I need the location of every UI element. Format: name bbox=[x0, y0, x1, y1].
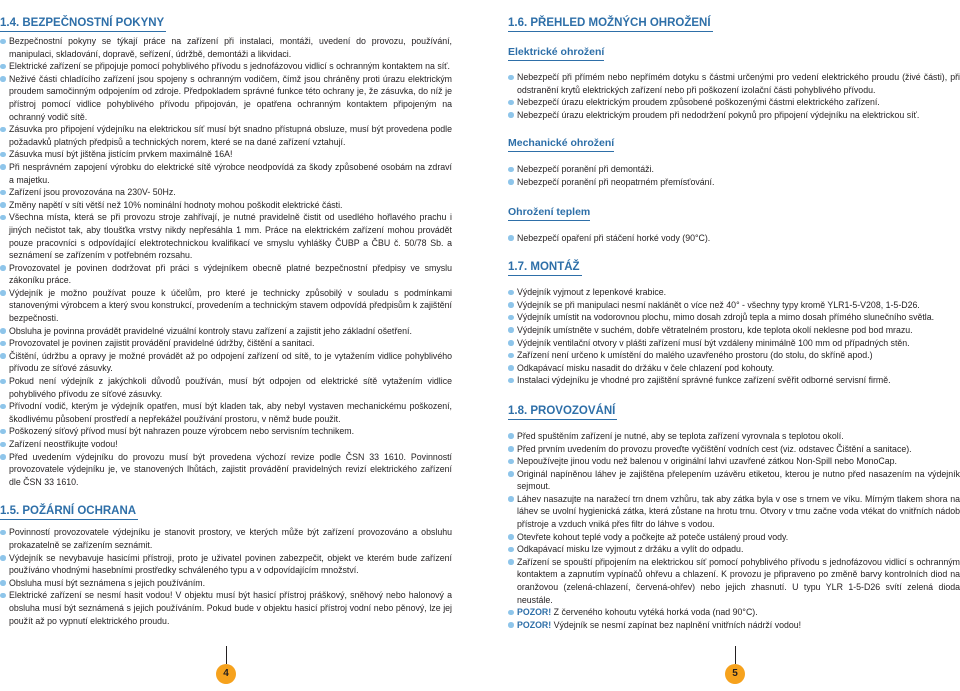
warning-text: Výdejník se nesmí zapínat bez naplnění vnitřních nádrží vodou! bbox=[551, 619, 802, 630]
list-item: Odkapávací misku lze vyjmout z držáku a vylít do odpadu. bbox=[508, 543, 960, 556]
safety-list bbox=[0, 35, 452, 488]
list-item: Instalaci výdejníku je vhodné pro zajištění správné funkce zařízení svěřit odborné servisní firmě. bbox=[508, 374, 960, 387]
list-item: Výdejník ventilační otvory v plášti zařízení musí být vzdáleny minimálně 100 mm od případných stěn. bbox=[508, 337, 960, 350]
section-title-safety: 1.4. BEZPEČNOSTNÍ POKYNY bbox=[0, 16, 166, 32]
warning-label: POZOR! bbox=[517, 607, 552, 618]
list-item: Před spuštěním zařízení je nutné, aby se teplota zařízení vyrovnala s teplotou okolí. bbox=[508, 430, 960, 443]
list-item: Nebezpečí poranění při demontáži. bbox=[508, 163, 960, 176]
section-title-hazards: 1.6. PŘEHLED MOŽNÝCH OHROŽENÍ bbox=[508, 16, 713, 32]
list-item: Nebezpečí úrazu elektrickým proudem způsobené poškozenými částmi elektrického zařízení. bbox=[508, 96, 960, 109]
list-item: Elektrické zařízení se připojuje pomocí pohyblivého přívodu s jednofázovou vidlicí s ochranným kontaktem na síť. bbox=[0, 60, 452, 73]
subtitle-heat: Ohrožení teplem bbox=[508, 206, 590, 221]
list-item: Výdejník vyjmout z lepenkové krabice. bbox=[508, 286, 960, 299]
list-item: Při nesprávném zapojení výrobku do elektrické sítě výrobce neodpovídá za škody způsobené osobám na zdraví a majetku. bbox=[0, 161, 452, 186]
list-item: Nebezpečí opaření při stáčení horké vody (90°C). bbox=[508, 232, 960, 245]
list-item: Odkapávací misku nasadit do držáku v čele chlazení pod kohouty. bbox=[508, 362, 960, 375]
list-item: Obsluha je povinna provádět pravidelné vizuální kontroly stavu zařízení a zajistit jeho základní ošetření. bbox=[0, 325, 452, 338]
list-item: Provozovatel je povinen dodržovat při práci s výdejníkem obecně platné bezpečnostní předpisy ve smyslu zákoníku práce. bbox=[0, 262, 452, 287]
list-item: Provozovatel je povinen zajistit provádění pravidelné údržby, čištění a sanitaci. bbox=[0, 337, 452, 350]
list-item: Všechna místa, která se při provozu stroje zahřívají, je nutné pravidelně čistit od usedlého hořlavého prachu i jiných nečistot tak, aby tloušťka vrstvy nikdy nepřesáhla 1 mm. Práce na elektrickém zařízení mohou provádět pouze pracovníci s odpovídající elektrotechnickou kvalifikací ve smyslu vyhlášky ČUBP a ČBU č. 50/78 Sb. a seznámení se zařízením v potřebném rozsahu. bbox=[0, 211, 452, 261]
list-item: Zařízení není určeno k umístění do malého uzavřeného prostoru (do stolu, do skříně apod.) bbox=[508, 349, 960, 362]
mechanical-list bbox=[508, 163, 960, 188]
list-item: Nebezpečí úrazu elektrickým proudem při nedodržení pokynů pro připojení výdejníku na elektrickou síť. bbox=[508, 109, 960, 122]
section-title-mounting: 1.7. MONTÁŽ bbox=[508, 260, 582, 276]
subtitle-electrical: Elektrické ohrožení bbox=[508, 46, 604, 61]
list-item: Zásuvka musí být jištěna jistícím prvkem maximálně 16A! bbox=[0, 148, 452, 161]
list-item: Zařízení se spouští připojením na elektrickou síť pomocí pohyblivého přívodu s jednofázovou vidlicí s ochranným kontaktem a zapnutím vypínačů ohřevu a chlazení. K provozu je připraveno po změně barvy kontrolních diod na oranžovou (zelená-chlazení, červená-ohřev) nebo jejich zhasnutí. U typu YLR 1-5-D26 svítí zelená dioda neustále. bbox=[508, 556, 960, 606]
list-item: Obsluha musí být seznámena s jejich používáním. bbox=[0, 577, 452, 590]
list-item: Poškozený síťový přívod musí být nahrazen pouze výrobcem nebo servisním technikem. bbox=[0, 425, 452, 438]
warning-label: POZOR! bbox=[517, 619, 552, 630]
warnings-list bbox=[508, 606, 960, 631]
list-item: Pokud není výdejník z jakýchkoli důvodů používán, musí být odpojen od elektrické sítě vytažením vidlice pohyblivého přívodu ze síťové zásuvky. bbox=[0, 375, 452, 400]
list-item: Před uvedením výdejníku do provozu musí být provedena výchozí revize podle ČSN 33 1610. Povinností provozovatele výdejníku je, ve stanovených lhůtách, zajistit provádění pravidelných revizí elektrického zařízení dle ČSN 33 1610. bbox=[0, 451, 452, 489]
left-column bbox=[0, 0, 452, 627]
list-item: Bezpečnostní pokyny se týkají práce na zařízení při instalaci, montáži, uvedení do provozu, používání, manipulaci, skladování, dopravě, seřízení, údržbě, demontáži a likvidaci. bbox=[0, 35, 452, 60]
page-number-left: 4 bbox=[216, 664, 236, 684]
list-item: Nebezpečí při přímém nebo nepřímém dotyku s částmi určenými pro vedení elektrického proudu (živé části), při odstranění krytů elektrických zařízení nebo při poškození izolační části pohyblivého přívodu. bbox=[508, 71, 960, 96]
section-title-fire: 1.5. POŽÁRNÍ OCHRANA bbox=[0, 504, 138, 520]
list-item: Neživé části chladícího zařízení jsou spojeny s ochranným vodičem, čímž jsou chráněny proti úrazu elektrickým proudem samočinným odpojením od zdroje. Předpokladem správné funkce této ochrany je, že zásuvka, do níž je přístroj pomocí vidlice pohyblivého přívodu připojován, je opatřena ochranným kontaktem připojeným na ochranný vodič sítě. bbox=[0, 73, 452, 123]
list-item: Zařízení jsou provozována na 230V- 50Hz. bbox=[0, 186, 452, 199]
list-item: Nepoužívejte jinou vodu než balenou v originální lahvi uzavřené zátkou Non-Spill nebo MonoCap. bbox=[508, 455, 960, 468]
list-item: Čištění, údržbu a opravy je možné provádět až po odpojení zařízení od sítě, to je vytažením vidlice pohyblivého přívodu ze síťové zásuvky. bbox=[0, 350, 452, 375]
list-item: Výdejník je možno používat pouze k účelům, pro které je technicky způsobilý v souladu s podmínkami stanovenými výrobcem a který svou konstrukcí, provedením a technickým stavem odpovídá předpisům k zajištění bezpečnosti. bbox=[0, 287, 452, 325]
list-item: Výdejník se při manipulaci nesmí naklánět o více než 40° - všechny typy kromě YLR1-5-V208, 1-5-D26. bbox=[508, 299, 960, 312]
warning-text: Z červeného kohoutu vytéká horká voda (nad 90°C). bbox=[551, 607, 758, 618]
list-item: Změny napětí v síti větší než 10% nominální hodnoty mohou poškodit elektrické části. bbox=[0, 199, 452, 212]
warning-hot-water bbox=[508, 606, 960, 619]
list-item: Nebezpečí poranění při neopatrném přemísťování. bbox=[508, 176, 960, 189]
operation-list bbox=[508, 430, 960, 606]
list-item: Výdejník se nevybavuje hasicími přístroji, proto je uživatel povinen zabezpečit, objekt ve kterém bude zařízení používáno vhodnými hasebními prostředky schváleného typu a v odpovídajícím množství. bbox=[0, 552, 452, 577]
list-item: Zařízení neostřikujte vodou! bbox=[0, 438, 452, 451]
list-item: Povinností provozovatele výdejníku je stanovit prostory, ve kterých může být zařízení provozováno a obsluhu prokazatelně se zařízením seznámit. bbox=[0, 526, 452, 551]
list-item: Zásuvka pro připojení výdejníku na elektrickou síť musí být snadno přístupná obsluze, musí být provedena podle požadavků platných předpisů a technických norem, které se na dané zařízení vztahují. bbox=[0, 123, 452, 148]
warning-empty-tanks bbox=[508, 619, 960, 632]
subtitle-mechanical: Mechanické ohrožení bbox=[508, 137, 614, 152]
list-item: Elektrické zařízení se nesmí hasit vodou! V objektu musí být hasicí přístroj práškový, sněhový nebo halonový a obsluha musí být seznámená s jejich používáním. Pokud bude v objektu hasicí přístroj vodní nebo pěnový, lze jej použít až po vypnutí elektrického proudu. bbox=[0, 589, 452, 627]
page-number-right: 5 bbox=[725, 664, 745, 684]
section-title-operation: 1.8. PROVOZOVÁNÍ bbox=[508, 404, 617, 420]
list-item: Originál napíněnou láhev je zajištěna přelepením uzávěru etiketou, kterou je nutno před nasazením na výdejník sejmout. bbox=[508, 468, 960, 493]
fire-list bbox=[0, 526, 452, 627]
list-item: Výdejník umístit na vodorovnou plochu, mimo dosah zdrojů tepla a mimo dosah přímého slunečního světla. bbox=[508, 311, 960, 324]
electrical-list bbox=[508, 71, 960, 121]
list-item: Otevřete kohout teplé vody a počkejte až poteče ustálený proud vody. bbox=[508, 531, 960, 544]
list-item: Výdejník umístněte v suchém, dobře větratelném prostoru, kde teplota okolí neklesne pod bod mrazu. bbox=[508, 324, 960, 337]
list-item: Láhev nasazujte na naražecí trn dnem vzhůru, tak aby zátka byla v ose s trnem ve víku. Mírným tlakem shora na láhev se uvolní hygienická zátka, která zůstane na hrotu trnu. Otvory v trnu začne voda vtékat do vnitřních nádob přístroje a vzduch vniká přes filtr do láhve s vodou. bbox=[508, 493, 960, 531]
right-column bbox=[508, 0, 960, 631]
heat-list bbox=[508, 232, 960, 245]
list-item: Přívodní vodič, kterým je výdejník opatřen, musí být kladen tak, aby nebyl vystaven mechanickému poškození, škodlivému působení prostředí a nepřekážel používání prostoru, v němž bude použit. bbox=[0, 400, 452, 425]
list-item: Před prvním uvedením do provozu proveďte vyčištění vodních cest (viz. odstavec Čištění a sanitace). bbox=[508, 443, 960, 456]
mounting-list bbox=[508, 286, 960, 387]
